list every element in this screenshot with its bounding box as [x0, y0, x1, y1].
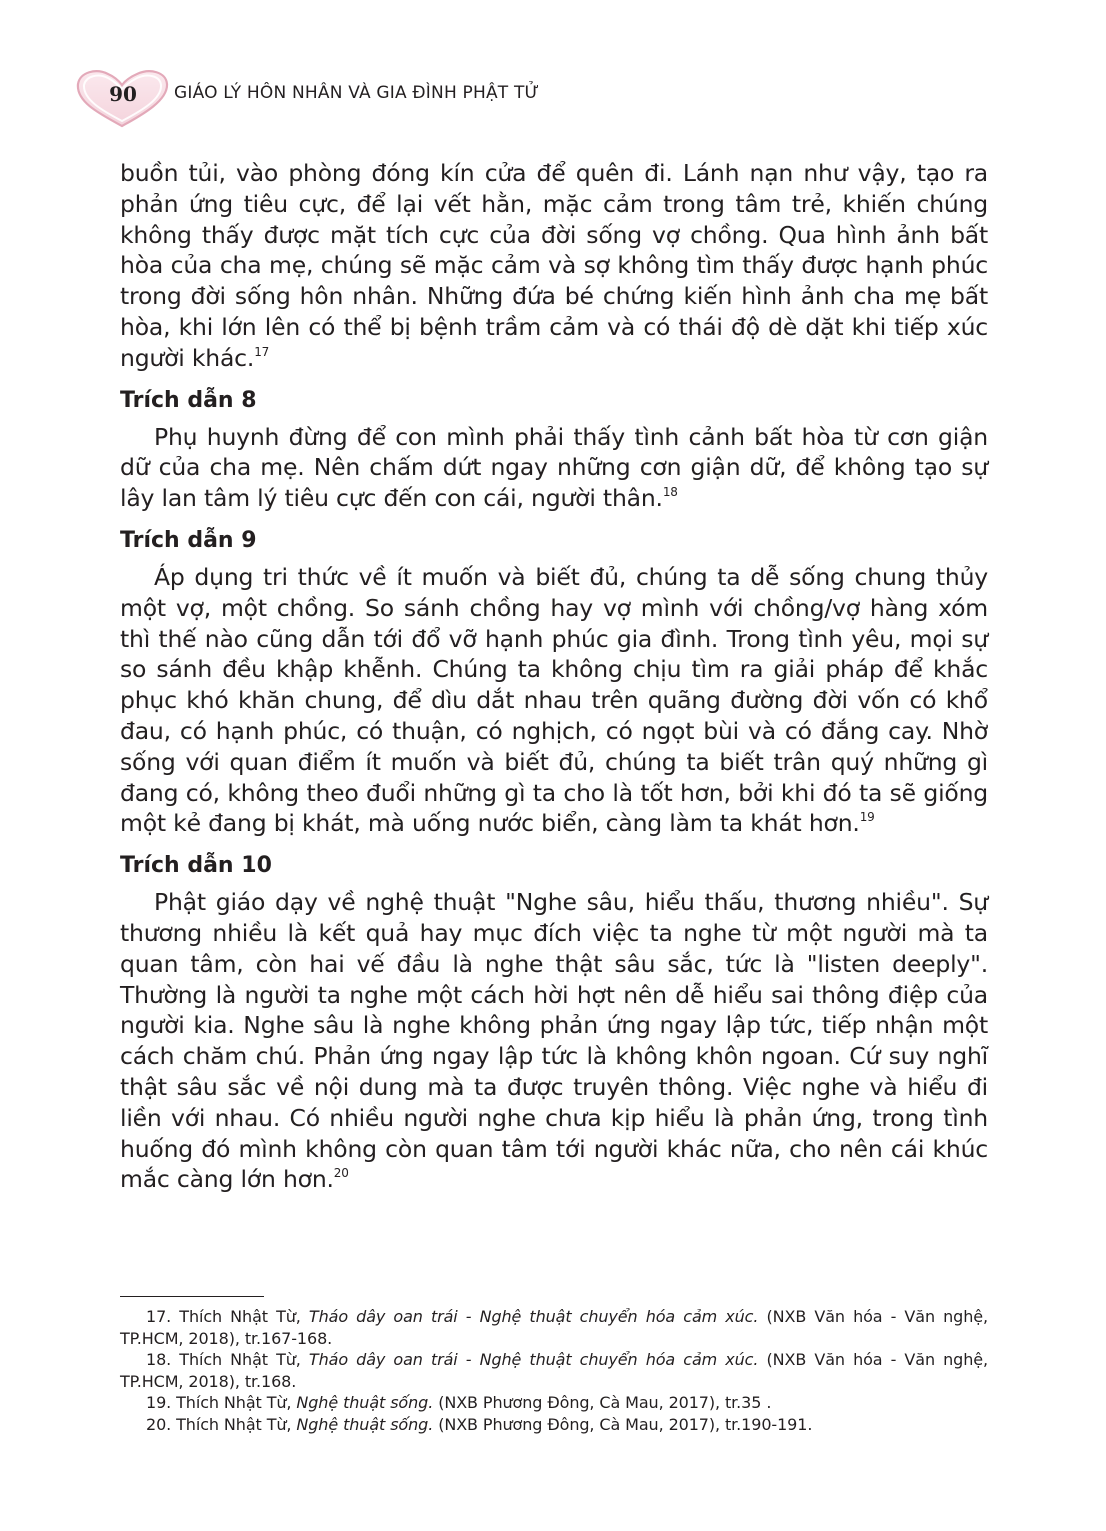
section-heading: Trích dẫn 8 — [120, 387, 257, 413]
section-heading: Trích dẫn 10 — [120, 853, 272, 879]
footnote-ref: 18 — [662, 485, 678, 500]
footnote-ref: 20 — [333, 1166, 349, 1181]
section-paragraph: Áp dụng tri thức về ít muốn và biết đủ, chúng ta dễ sống chung thủy một vợ, một chồng. So sánh chồng hay vợ mình với chồng/vợ hàng xóm thì thế nào cũng dẫn tới đổ vỡ hạnh phúc gia đình. Trong tình yêu, mọi sự so sánh đều khập khễnh. Chúng ta không chịu tìm ra giải pháp để khắc phục khó khăn chung, để dìu dắt nhau trên quãng đường đời vốn có khổ đau, có hạnh phúc, có thuận, có nghịch, có ngọt bùi và có đắng cay. Nhờ sống với quan điểm ít muốn và biết đủ, chúng ta biết trân quý những gì đang có, không theo đuổi những gì ta cho là tốt hơn, bởi khi đó ta sẽ giống một kẻ đang bị khát, mà uống nước biển, càng làm ta khát hơn.$^{19}$ — [120, 562, 988, 838]
footnote: 20. Thích Nhật Từ, Nghệ thuật sống. (NXB Phương Đông, Cà Mau, 2017), tr.190-191. — [146, 1414, 813, 1434]
section-paragraph: Phụ huynh đừng để con mình phải thấy tình cảnh bất hòa từ cơn giận dữ của cha mẹ. Nên chấm dứt ngay những cơn giận dữ, để không tạo sự lây lan tâm lý tiêu cực đến con cái, người thân.$^{18}$ — [120, 422, 988, 513]
section-heading: Trích dẫn 9 — [120, 527, 257, 553]
body-text — [120, 158, 988, 1195]
footnote: 17. Thích Nhật Từ, Tháo dây oan trái - Nghệ thuật chuyển hóa cảm xúc. (NXB Văn hóa - Văn nghệ, TP.HCM, 2018), tr.167-168. — [120, 1307, 989, 1348]
footnotes — [120, 1306, 988, 1436]
page-number: 90 — [109, 82, 137, 106]
page-header — [70, 66, 1050, 130]
running-title: GIÁO LÝ HÔN NHÂN VÀ GIA ĐÌNH PHẬT TỬ — [174, 83, 540, 103]
footnote-ref: 19 — [859, 810, 875, 825]
footnote: 18. Thích Nhật Từ, Tháo dây oan trái - Nghệ thuật chuyển hóa cảm xúc. (NXB Văn hóa - Văn nghệ, TP.HCM, 2018), tr.168. — [120, 1350, 989, 1391]
footnote: 19. Thích Nhật Từ, Nghệ thuật sống. (NXB Phương Đông, Cà Mau, 2017), tr.35 . — [146, 1393, 772, 1413]
footnote-ref: 17 — [254, 344, 270, 359]
section-paragraph: Phật giáo dạy về nghệ thuật "Nghe sâu, hiểu thấu, thương nhiều". Sự thương nhiều là kết quả hay mục đích việc ta nghe từ một người mà ta quan tâm, còn hai vế đầu là nghe thật sâu sắc, tức là "listen deeply". Thường là người ta nghe một cách hời hợt nên dễ hiểu sai thông điệp của người kia. Nghe sâu là nghe không phản ứng ngay lập tức, tiếp nhận một cách chăm chú. Phản ứng ngay lập tức là không khôn ngoan. Cứ suy nghĩ thật sâu sắc về nội dung mà ta được truyên thông. Việc nghe và hiểu đi liền với nhau. Có nhiều người nghe chưa kịp hiểu là phản ứng, trong tình huống đó mình không còn quan tâm tới người khác nữa, cho nên cái khúc mắc càng lớn hơn.$^{20}$ — [120, 888, 988, 1194]
footnote-divider — [120, 1296, 264, 1297]
intro-paragraph: buồn tủi, vào phòng đóng kín cửa để quên đi. Lánh nạn như vậy, tạo ra phản ứng tiêu cực, để lại vết hằn, mặc cảm trong tâm trẻ, khiến chúng không thấy được mặt tích cực của đời sống vợ chồng. Qua hình ảnh bất hòa của cha mẹ, chúng sẽ mặc cảm và sợ không tìm thấy được hạnh phúc trong đời sống hôn nhân. Những đứa bé chứng kiến hình ảnh cha mẹ bất hòa, khi lớn lên có thể bị bệnh trầm cảm và có thái độ dè dặt khi tiếp xúc người khác.$^{17}$ — [120, 159, 988, 372]
